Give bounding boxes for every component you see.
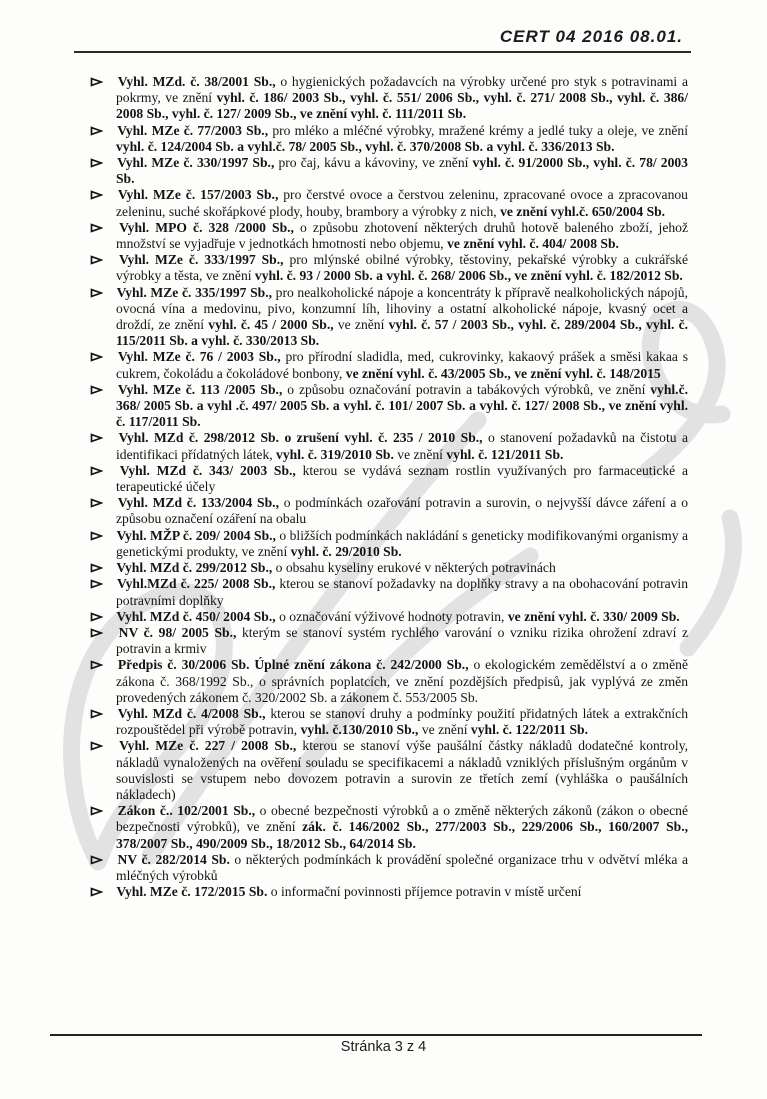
- item-text-segment: pro čerstvé ovoce a čerstvou zeleninu, zpracované ovoce a zpracovanou zeleninu, suché skořápkové plody, houby, brambory a výrobky z nich,: [116, 187, 688, 219]
- list-item: [90, 463, 688, 495]
- right-arrowhead-bullet-icon: [90, 223, 103, 233]
- right-arrowhead-bullet-icon: [90, 190, 103, 200]
- right-arrowhead-bullet-icon: [90, 255, 103, 265]
- item-text-segment: Vyhl. MZd č. 343/ 2003 Sb.,: [119, 462, 296, 478]
- list-item: [90, 285, 688, 350]
- item-text-segment: Vyhl. MZd č. 4/2008 Sb.,: [117, 705, 266, 721]
- footer-rule: [50, 1034, 702, 1036]
- item-text-segment: o ekologickém zemědělství a o změně zákona č. 368/1992 Sb., o správních poplatcích, ve znění pozdějších předpisů, jak vyplývá ze změn provedených zákonem č. 320/2002 Sb. a zákonem č. 553/2005 Sb.: [116, 657, 688, 705]
- item-text-segment: o některých podmínkách k provádění společné organizace trhu v odvětví mléka a mléčných výrobků: [116, 851, 688, 883]
- item-text-segment: Vyhl. MZe č. 172/2015 Sb.: [116, 884, 268, 900]
- item-text-segment: zák. č. 146/2002 Sb., 277/2003 Sb., 229/2006 Sb., 160/2007 Sb., 378/2007 Sb., 490/2009 Sb., 18/2012 Sb., 64/2014 Sb.: [116, 819, 688, 851]
- list-item: [90, 349, 688, 381]
- right-arrowhead-bullet-icon: [90, 158, 103, 168]
- item-text-segment: vyhl. č. 57 / 2003 Sb., vyhl. č. 289/2004 Sb., vyhl. č. 115/2011 Sb. a vyhl. č. 330/2013 Sb.: [116, 317, 689, 349]
- item-text-segment: Vyhl.MZd č. 225/ 2008 Sb.,: [117, 576, 276, 592]
- right-arrowhead-bullet-icon: [90, 741, 103, 751]
- item-text-segment: vyhl. č. 186/ 2003 Sb., vyhl. č. 551/ 2006 Sb., vyhl. č. 271/ 2008 Sb., vyhl. č. 386/ 2008 Sb., vyhl. č. 127/ 2009 Sb., ve znění vyhl. č. 111/2011 Sb.: [116, 90, 688, 122]
- item-text-segment: o způsobu zhotovení některých druhů hotově baleného zboží, jehož množství se vyjadřuje v jednotkách hmotnosti nebo objemu,: [116, 219, 688, 252]
- item-text-segment: Vyhl. MZe č. 335/1997 Sb.,: [116, 284, 272, 300]
- item-text-segment: kterou se stanoví výše paušální částky nákladů dodatečné kontroly, nákladů vynaložených na ověření souladu se specifikacemi a nákladů vzniklých příslušným orgánům v souvislosti se vstupem nebo dovozem potravin a surovin ze třetích zemí (vyhláška o paušálních nákladech): [116, 738, 689, 802]
- item-text-segment: vyhl. č. 319/2010 Sb.: [276, 446, 394, 462]
- list-item: [90, 187, 688, 219]
- item-text-segment: vyhl. č.130/2010 Sb.,: [300, 722, 419, 738]
- item-text-segment: vyhl. č. 121/2011 Sb.: [446, 446, 564, 462]
- item-text-segment: ve znění: [333, 317, 389, 333]
- item-text-segment: Vyhl. MZd. č. 38/2001 Sb.,: [117, 74, 276, 89]
- list-item: [90, 123, 688, 155]
- item-text-segment: o informační povinnosti příjemce potravin v místě určení: [267, 884, 582, 900]
- item-text-segment: ve znění vyhl.č. 650/2004 Sb.: [500, 203, 666, 219]
- item-text-segment: Vyhl. MZe č. 227 / 2008 Sb.,: [119, 738, 297, 754]
- item-text-segment: kterou se vydává seznam rostlin využívaných pro farmaceutické a terapeutické účely: [116, 462, 688, 495]
- item-text-segment: Vyhl. MZd č. 299/2012 Sb.,: [116, 560, 273, 576]
- list-item: [90, 803, 688, 852]
- item-text-segment: Vyhl. MZe č. 113 /2005 Sb.,: [117, 381, 283, 397]
- right-arrowhead-bullet-icon: [90, 806, 103, 816]
- item-text-segment: vyhl. č. 122/2011 Sb.: [470, 722, 589, 738]
- item-text-segment: Vyhl. MZe č. 333/1997 Sb.,: [118, 252, 284, 268]
- right-arrowhead-bullet-icon: [90, 579, 103, 589]
- right-arrowhead-bullet-icon: [90, 77, 103, 87]
- item-text-segment: ve znění vyhl. č. 404/ 2008 Sb.: [447, 236, 619, 252]
- item-text-segment: vyhl.č. 368/ 2005 Sb. a vyhl .č. 497/ 2005 Sb. a vyhl. č. 101/ 2007 Sb. a vyhl. č. 127/ 2008 Sb., ve znění vyhl. č. 117/2011 Sb.: [116, 381, 689, 430]
- item-text-segment: Vyhl. MPO č. 328 /2000 Sb.,: [119, 219, 294, 235]
- item-text-segment: Vyhl. MZe č. 76 / 2003 Sb.,: [117, 349, 281, 365]
- item-text-segment: o hygienických požadavcích na výrobky určené pro styk s potravinami a pokrmy, ve znění: [116, 74, 688, 106]
- list-item: [90, 576, 688, 608]
- item-text-segment: ve znění: [393, 446, 447, 462]
- item-text-segment: pro mlýnské obilné výrobky, těstoviny, pekařské výrobky a cukrářské výrobky a těsta, ve znění: [116, 252, 688, 284]
- item-text-segment: NV č. 282/2014 Sb.: [117, 851, 230, 867]
- list-item: [90, 625, 688, 657]
- page-number: Stránka 3 z 4: [340, 1039, 427, 1055]
- list-item: [90, 884, 688, 900]
- item-text-segment: Vyhl. MŽP č. 209/ 2004 Sb.,: [116, 527, 276, 543]
- item-text-segment: pro čaj, kávu a kávoviny, ve znění: [274, 155, 473, 171]
- list-item: [90, 495, 688, 527]
- item-text-segment: Vyhl. MZd č. 450/ 2004 Sb.,: [116, 608, 276, 624]
- item-text-segment: Vyhl. MZd č. 298/2012 Sb. o zrušení vyhl. č. 235 / 2010 Sb.,: [118, 430, 483, 446]
- item-text-segment: Vyhl. MZe č. 157/2003 Sb.,: [117, 187, 279, 203]
- header-rule: [74, 51, 691, 53]
- item-text-segment: Vyhl. MZe č. 77/2003 Sb.,: [117, 122, 269, 138]
- item-text-segment: pro nealkoholické nápoje a koncentráty k přípravě nealkoholických nápojů, ovocná vína a medovinu, pivo, konzumní líh, lihoviny a ostatní alkoholické nápoje, kvasný ocet a droždí, ze znění: [116, 284, 688, 333]
- list-item: [90, 852, 688, 884]
- right-arrowhead-bullet-icon: [90, 612, 103, 622]
- item-text-segment: o podmínkách ozařování potravin a surovin, o nejvyšší dávce záření a o způsobu označení ozáření na obalu: [116, 495, 689, 527]
- item-text-segment: o označování výživové hodnoty potravin,: [275, 608, 508, 624]
- item-text-segment: kterým se stanoví systém rychlého varování o vzniku rizika ohrožení zdraví z potravin a krmiv: [116, 624, 688, 657]
- item-text-segment: pro mléko a mléčné výrobky, mražené krémy a jedlé tuky a oleje, ve znění: [268, 122, 688, 138]
- right-arrowhead-bullet-icon: [90, 887, 103, 897]
- right-arrowhead-bullet-icon: [90, 531, 103, 541]
- item-text-segment: o obecné bezpečnosti výrobků a o změně některých zákonů (zákon o obecné bezpečnosti výrobků), ve znění: [116, 803, 688, 835]
- item-text-segment: kterou se stanoví požadavky na doplňky stravy a na obohacování potravin potravními doplňky: [116, 576, 689, 608]
- list-item: [90, 74, 688, 123]
- list-item: [90, 430, 688, 462]
- item-text-segment: pro přírodní sladidla, med, cukrovinky, kakaový prášek a směsi kakaa s cukrem, čokoládu a čokoládové bonbony,: [116, 349, 688, 381]
- list-item: [90, 382, 688, 431]
- regulation-list: [90, 74, 688, 900]
- list-item: [90, 155, 688, 187]
- item-text-segment: vyhl. č. 93 / 2000 Sb. a vyhl. č. 268/ 2006 Sb., ve znění vyhl. č. 182/2012 Sb.: [254, 268, 683, 284]
- item-text-segment: Vyhl. MZd č. 133/2004 Sb.,: [117, 495, 279, 511]
- item-text-segment: ve znění vyhl. č. 330/ 2009 Sb.: [507, 608, 680, 624]
- list-item: [90, 560, 688, 576]
- item-text-segment: vyhl. č. 91/2000 Sb., vyhl. č. 78/ 2003 Sb.: [116, 155, 688, 187]
- right-arrowhead-bullet-icon: [90, 352, 103, 362]
- list-item: [90, 609, 688, 625]
- right-arrowhead-bullet-icon: [90, 433, 103, 443]
- list-item: [90, 252, 688, 284]
- item-text-segment: vyhl. č. 45 / 2000 Sb.,: [208, 317, 334, 333]
- right-arrowhead-bullet-icon: [90, 563, 103, 573]
- item-text-segment: Zákon č.. 102/2001 Sb.,: [117, 803, 256, 819]
- right-arrowhead-bullet-icon: [90, 498, 103, 508]
- item-text-segment: Předpis č. 30/2006 Sb. Úplné znění zákona č. 242/2000 Sb.,: [117, 657, 469, 673]
- right-arrowhead-bullet-icon: [90, 288, 103, 298]
- list-item: [90, 657, 688, 706]
- right-arrowhead-bullet-icon: [90, 709, 103, 719]
- item-text-segment: o způsobu označování potravin a tabákových výrobků, ve znění: [282, 381, 651, 397]
- item-text-segment: vyhl. č. 29/2010 Sb.: [290, 543, 402, 559]
- right-arrowhead-bullet-icon: [90, 628, 103, 638]
- item-text-segment: NV č. 98/ 2005 Sb.,: [118, 624, 237, 640]
- right-arrowhead-bullet-icon: [90, 660, 103, 670]
- right-arrowhead-bullet-icon: [90, 385, 103, 395]
- item-text-segment: ve znění vyhl. č. 43/2005 Sb., ve znění vyhl. č. 148/2015: [345, 365, 661, 381]
- right-arrowhead-bullet-icon: [90, 466, 103, 476]
- item-text-segment: o bližších podmínkách nakládání s geneticky modifikovanými organismy a genetickými produkty, ve znění: [116, 527, 688, 559]
- right-arrowhead-bullet-icon: [90, 855, 103, 865]
- item-text-segment: o obsahu kyseliny erukové v některých potravinách: [272, 560, 556, 576]
- item-text-segment: vyhl. č. 124/2004 Sb. a vyhl.č. 78/ 2005 Sb., vyhl. č. 370/2008 Sb. a vyhl. č. 336/2013 Sb.: [116, 138, 615, 154]
- list-item: [90, 706, 688, 738]
- list-item: [90, 528, 688, 560]
- right-arrowhead-bullet-icon: [90, 126, 103, 136]
- item-text-segment: ve znění: [418, 722, 471, 738]
- list-item: [90, 738, 688, 803]
- item-text-segment: Vyhl. MZe č. 330/1997 Sb.,: [117, 155, 275, 171]
- item-text-segment: kterou se stanoví druhy a podmínky použití přidatných látek a extrakčních rozpouštědel při výrobě potravin,: [116, 705, 688, 738]
- list-item: [90, 220, 688, 252]
- item-text-segment: o stanovení požadavků na čistotu a identifikaci přídatných látek,: [116, 430, 688, 462]
- document-code: CERT 04 2016 08.01.: [499, 27, 683, 46]
